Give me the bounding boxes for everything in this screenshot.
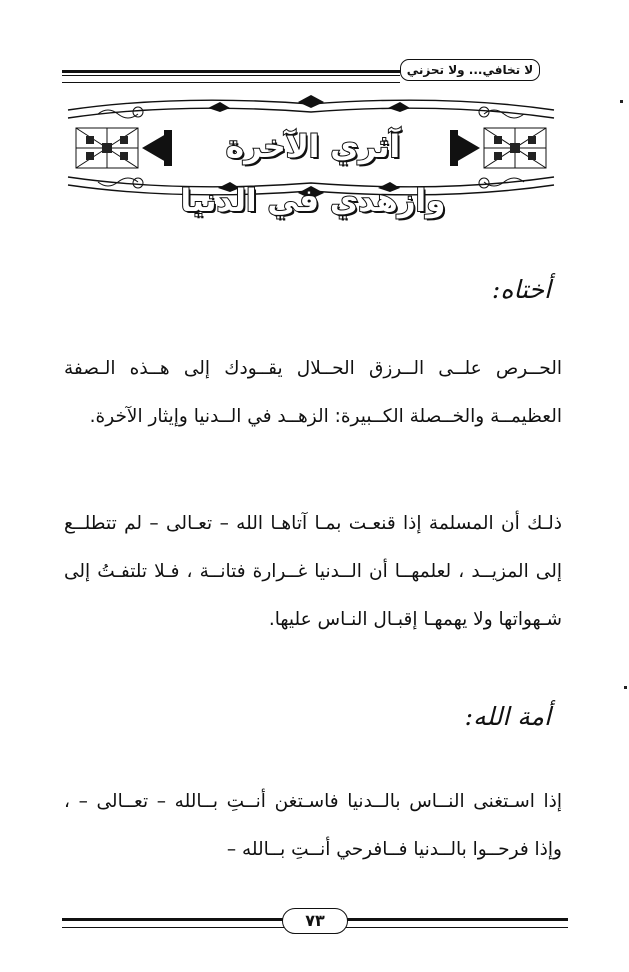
section-heading-servant-of-god: أمة الله: [464, 702, 551, 731]
scan-speck [620, 100, 623, 103]
page-footer [62, 908, 568, 936]
paragraph: الحــرص علــى الــرزق الحــلال يقــودك إلى هــذه الـصفة العظيمــة والخــصلة الكــبيرة: الزهــد في الــدنيا وإيثار الآخرة. [64, 358, 562, 427]
footer-rule-right [346, 918, 568, 928]
header-rule [62, 70, 400, 83]
running-header: لا تخافي... ولا تحزني [400, 59, 540, 81]
page-title: آثري الآخرة وازهدي في الدنيا [178, 120, 448, 174]
footer-rule-left [62, 918, 284, 928]
title-banner [58, 90, 564, 219]
paragraph: إذا اسـتغنى النــاس بالــدنيا فاسـتغن أنــتِ بــالله – تعــالى – ، وإذا فرحــوا بالــدنيا فــافرحي أنــتِ بــالله – [64, 791, 562, 860]
paragraph: ذلـك أن المسلمة إذا قنعـت بمـا آتاهـا الله – تعـالى – لم تتطلــع إلى المزيــد ، لعلمهــا أن الــدنيا غــرارة فتانــة ، فـلا تلتفـتُ إلى شـهواتها ولا يهمهـا إقبـال النـاس عليها. [64, 513, 562, 630]
section-heading-sister: أختاه: [491, 275, 551, 304]
scan-speck [624, 686, 627, 689]
page-number: ٧٣ [282, 908, 348, 934]
